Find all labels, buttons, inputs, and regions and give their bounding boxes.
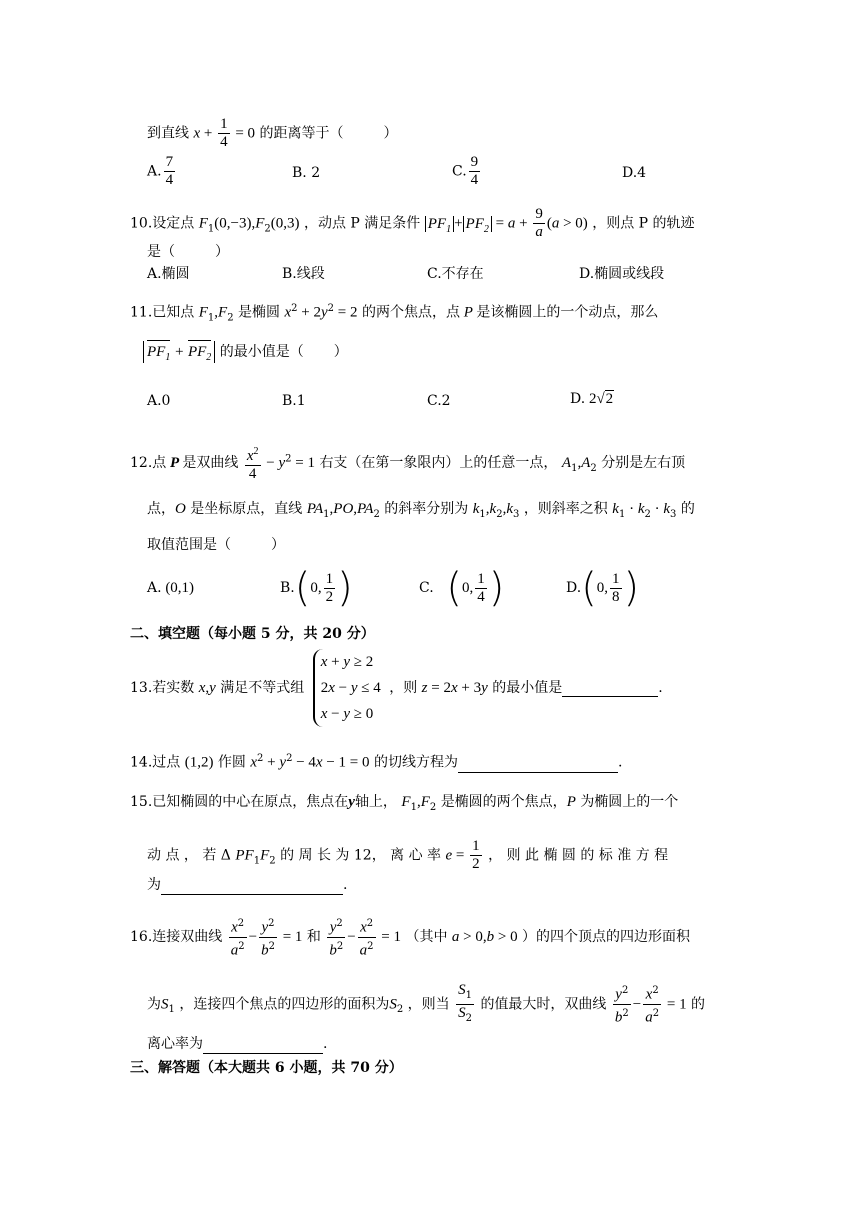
q12-option-d: D.(0, $\frac{1}{8}$ ) <box>566 565 640 611</box>
q10-option-d: D.椭圆或线段 <box>579 266 665 282</box>
q16-stem-line3: 离心率为 . <box>147 1036 328 1052</box>
q10-option-c: C.不存在 <box>427 266 484 282</box>
q13-answer-blank[interactable] <box>562 680 658 697</box>
q12-stem-line2: 点，O 是坐标原点，直线 $PA_1,PO,PA_2$ 的斜率分别为 $k_1,k_2,k_3$ ，则斜率之积 $k_1 \cdot k_2 \cdot k_3$ 的 <box>147 501 695 520</box>
q10-option-a: A.椭圆 <box>147 266 190 282</box>
q12-stem: 12.点 P 是双曲线 $\frac{x^2}{4}$ − $y^2 = 1$ 右支（在第一象限内）上的任意一点， $A_1,A_2$ 分别是左右顶 <box>130 443 685 483</box>
q12-option-b: B.(0, $\frac{1}{2}$ ) <box>280 565 353 611</box>
section-2-heading: 二、填空题（每小题 5 分，共 20 分） <box>130 626 375 642</box>
q16-answer-blank[interactable] <box>203 1037 323 1054</box>
q11-option-a: A.0 <box>147 393 171 409</box>
q11-option-d: D. 2√2 <box>570 391 614 407</box>
q9-option-a: A. $\frac{7}{4}$ <box>147 154 174 188</box>
q14-answer-blank[interactable] <box>458 756 618 773</box>
q16-stem: 16.连接双曲线 $\frac{x^2}{a^2}$ − $\frac{y^2}{b^2}$ = 1 和 $\frac{y^2}{b^2}$ − $\frac{x^2}{a^2}$ = 1 （其中 a > 0,b > 0 ）的四个顶点的四边形面积 <box>130 915 690 959</box>
q11-stem: 11.已知点 $F_1,F_2$ 是椭圆 $x^2 + 2y^2 = 2$ 的两个焦点，点 P 是该椭圆上的一个动点，那么 <box>130 303 659 324</box>
q11-option-b: B.1 <box>282 393 306 409</box>
q9-option-d: D.4 <box>622 165 647 181</box>
q15-stem-line2: 动 点 ， 若 Δ $PF_1F_2$ 的 周 长 为 12， 离 心 率 e = $\frac{1}{2}$ ， 则 此 椭 圆 的 标 准 方 程 <box>147 838 669 872</box>
section-3-heading: 三、解答题（本大题共 6 小题，共 70 分） <box>130 1060 403 1076</box>
q10-option-b: B.线段 <box>282 266 325 282</box>
q15-stem: 15.已知椭圆的中心在原点，焦点在y轴上， $F_1,F_2$ 是椭圆的两个焦点，P 为椭圆上的一个 <box>130 794 679 813</box>
q9-stem: 到直线 x + $\frac{1}{4}$ = 0 的距离等于（ ） <box>147 116 398 150</box>
inequality-system: x + y ≥ 2 2x − y ≤ 4 x − y ≥ 0 <box>313 649 381 727</box>
q14-stem: 14.过点 (1,2) 作圆 $x^2 + y^2 - 4x - 1 = 0$ 的切线方程为 . <box>130 753 623 771</box>
q12-option-c: C. (0, $\frac{1}{4}$ ) <box>419 565 505 611</box>
q9-option-c: C. $\frac{9}{4}$ <box>452 154 479 188</box>
q10-stem: 10.设定点 $F_1(0,-3),F_2(0,3)$ ，动点 P 满足条件 $PF_1 + PF_2 = a$ + $\frac{9}{a}$ (a > 0) ，则点 P 的轨迹 <box>130 206 695 240</box>
q11-option-c: C.2 <box>427 393 451 409</box>
q15-answer-blank[interactable] <box>161 878 343 895</box>
q10-stem-cont: 是（ ） <box>147 244 229 260</box>
q12-stem-line3: 取值范围是（ ） <box>147 537 285 553</box>
q9-option-b: B. 2 <box>292 165 321 181</box>
q12-option-a: A. (0,1) <box>147 580 195 596</box>
q11-stem-cont: $PF_1 + PF_2$ 的最小值是（ ） <box>143 342 348 368</box>
q15-stem-line3: 为 . <box>147 877 348 893</box>
q16-stem-line2: 为$S_1$ ，连接四个焦点的四边形的面积为$S_2$ ，则当 $\frac{S_1}{S_2}$ 的值最大时，双曲线 $\frac{y^2}{b^2}$ − $\frac{x^2}{a^2}$ = 1 的 <box>147 982 706 1026</box>
q13-stem: 13.若实数 x,y 满足不等式组 x + y ≥ 2 2x − y ≤ 4 x − y ≥ 0 ，则 z = 2x + 3y 的最小值是 . <box>130 649 663 727</box>
